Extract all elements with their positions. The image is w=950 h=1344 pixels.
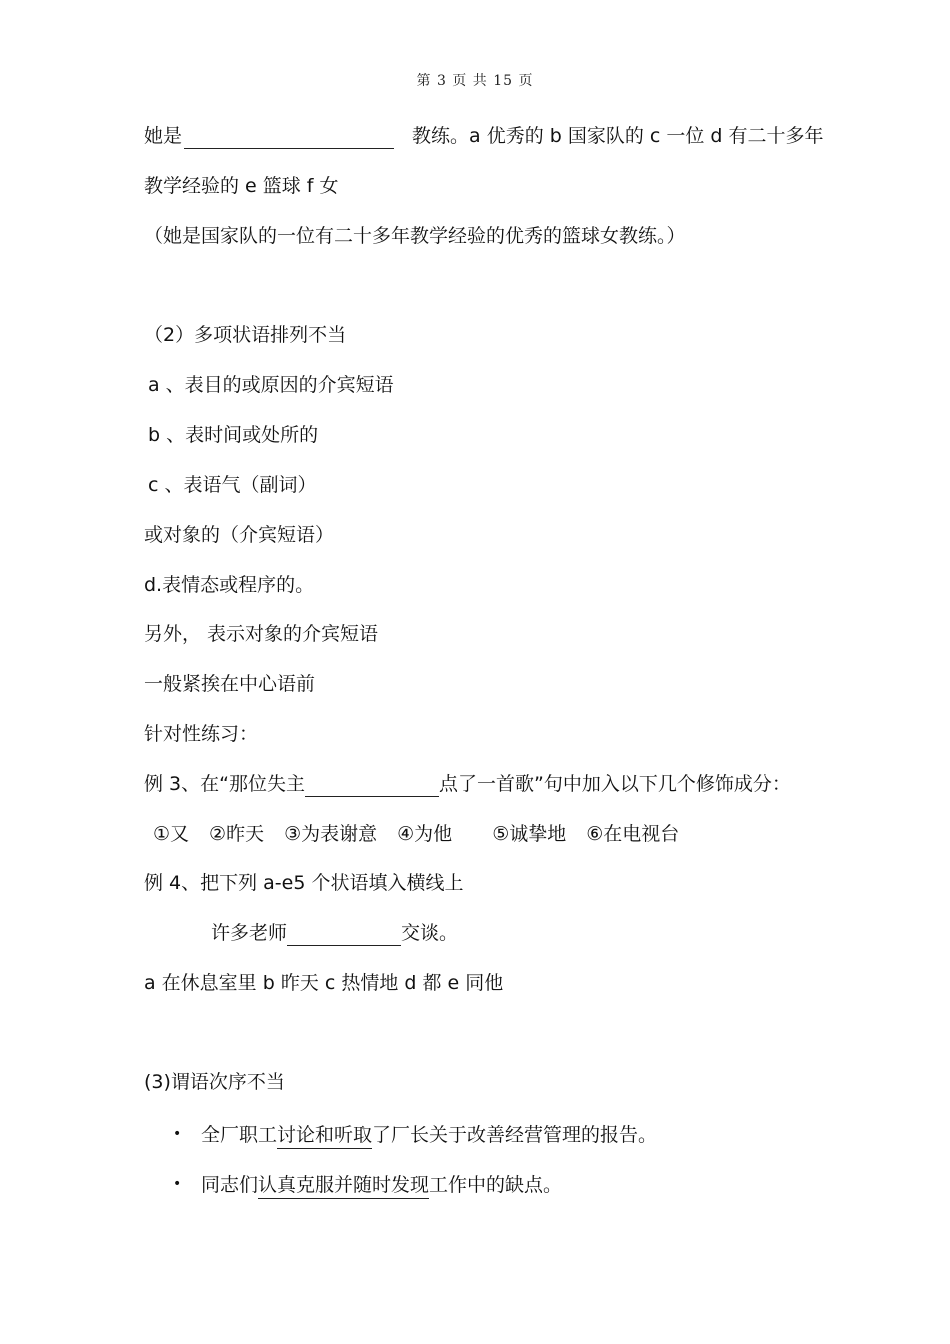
example3-prefix: 例 3、在“那位失主 (144, 773, 305, 795)
section2-title: （2）多项状语排列不当 (144, 324, 347, 346)
example4-blank (287, 925, 401, 946)
coach-options: 教练。a 优秀的 b 国家队的 c 一位 d 有二十多年 (412, 125, 824, 147)
coach-question-line2: 教学经验的 e 篮球 f 女 (144, 175, 339, 197)
coach-question-line1 (144, 123, 824, 149)
example3-option-5: ⑤诚挚地 (492, 823, 567, 845)
bullet1-before: 全厂职工 (201, 1124, 278, 1146)
section3-bullet-1 (201, 1122, 657, 1148)
bullet2-after: 工作中的缺点。 (429, 1174, 563, 1196)
section3-title: (3)谓语次序不当 (144, 1071, 285, 1093)
section2-note1: 另外， 表示对象的介宾短语 (144, 623, 379, 645)
section2-item-b: b 、表时间或处所的 (148, 424, 319, 446)
bullet1-underlined: 讨论和听取 (277, 1124, 372, 1149)
section2-item-a: a 、表目的或原因的介宾短语 (148, 374, 394, 396)
bullet1-after: 了厂长关于改善经营管理的报告。 (372, 1124, 658, 1146)
example3-option-4: ④为他 (397, 823, 453, 845)
example3-option-3: ③为表谢意 (284, 823, 378, 845)
example4-prefix: 许多老师 (211, 922, 288, 944)
section2-item-c: c 、表语气（副词） (148, 474, 317, 496)
example3-option-2: ②昨天 (209, 823, 265, 845)
example4-options: a 在休息室里 b 昨天 c 热情地 d 都 e 同他 (144, 972, 504, 994)
coach-answer: （她是国家队的一位有二十多年教学经验的优秀的篮球女教练。） (144, 225, 686, 247)
practice-heading: 针对性练习： (144, 723, 259, 745)
section2-item-d: d.表情态或程序的。 (144, 574, 315, 596)
example3-sentence (144, 771, 791, 797)
example3-blank (305, 776, 439, 797)
section2-item-object: 或对象的（介宾短语） (144, 524, 335, 546)
example3-option-1: ①又 (153, 823, 190, 845)
section3-bullet-2 (201, 1172, 562, 1198)
example3-options (153, 821, 679, 847)
section2-note2: 一般紧挨在中心语前 (144, 673, 316, 695)
example4-sentence (211, 920, 458, 946)
bullet-icon: • (173, 1176, 182, 1192)
example4-title: 例 4、把下列 a-e5 个状语填入横线上 (144, 872, 464, 894)
bullet-icon: • (173, 1126, 182, 1142)
example3-suffix: 点了一首歌”句中加入以下几个修饰成分： (438, 773, 791, 795)
page-header: 第 3 页 共 15 页 (416, 73, 534, 89)
coach-prefix: 她是 (144, 125, 183, 147)
coach-blank (184, 128, 394, 149)
example3-option-6: ⑥在电视台 (586, 823, 680, 845)
example4-suffix: 交谈。 (401, 922, 459, 944)
bullet2-underlined: 认真克服并随时发现 (258, 1174, 429, 1199)
bullet2-before: 同志们 (201, 1174, 259, 1196)
